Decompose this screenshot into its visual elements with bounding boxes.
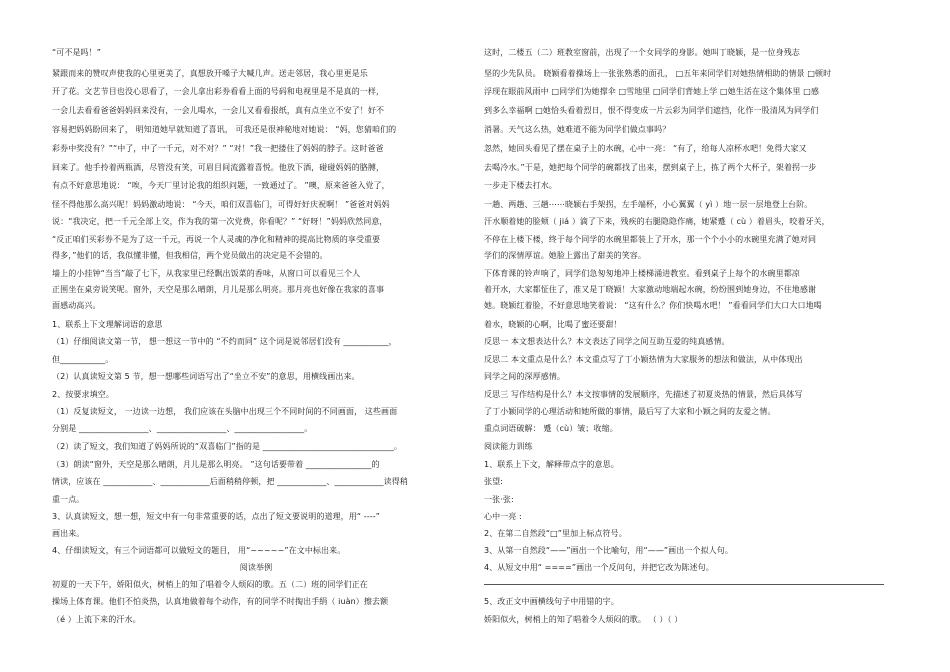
text-line: 一步走下楼去打水。: [484, 181, 557, 190]
text-line: 初夏的一天下午，娇阳似火，树梢上的知了唱着令人烦闷的歌。五（二）班的同学们正在: [52, 580, 368, 589]
text-line: 回来了。他手拎着两瓶酒，尽管没有笑，可眉目间流露着喜悦。他放下酒，碰碰妈妈的胳膊，: [52, 163, 385, 172]
question-heading: 1、联系上下文理解词语的意思: [52, 320, 163, 329]
text-line: 忽然，她回头看见了摆在桌子上的水碗，心中一亮： “有了，给每人凉杯水吧！免得大家又: [484, 144, 807, 153]
text-line: 面感动高兴。: [52, 301, 101, 310]
text-line: 重一点。: [52, 495, 85, 504]
text-line: （2）认真读短文第 5 节，想一想哪些词语写出了“坐立不安”的意思，用横线画出来。: [52, 372, 360, 381]
section-title: 阅读能力训练: [484, 442, 533, 451]
text-line: 得多，”他们的话，我似懂非懂，但我相信，两个党员做出的决定是不会错的。: [52, 251, 328, 260]
text-line: 一会儿去看看爸爸妈妈回来没有，一会儿喝水，一会儿又看看报纸，真有点坐立不安了！好不: [52, 106, 385, 115]
text-line: （3）朗读“窗外，天空是那么晴朗，月儿是那么明亮。 ”这句话要带着 ________________的: [52, 460, 380, 469]
text-line: （1）反复读短文， 一边读一边想， 我们应该在头脑中出现三个不同时间的不同画面， 这些画面: [52, 407, 398, 416]
text-line: 到多么幸福啊 □她恰头看着烈日，恨不得变成一片云彩为同学们遮挡，化作一股清风为同学们: [484, 106, 819, 115]
text-line: 着开水，大家都怔住了，准又是丁晓颖！大家激动地端起水碗，纷纷围到她身边，不住地感谢: [484, 285, 817, 294]
text-line: 开了花。文艺节目也没心思看了，一会儿拿出彩券看看上面的号码和电视里是不是真的一样，: [52, 87, 385, 96]
text-line: 着水，晓颖的心啊，比喝了蜜还要甜！: [484, 320, 622, 329]
text-line: “反正咱们买彩券不是为了这一千元，再说一个人灵魂的净化和精神的提高比物质的享受重要: [52, 235, 381, 244]
question-heading: 2、在第二自然段“□”里加上标点符号。: [484, 529, 627, 538]
question-heading: 5、改正文中画横线句子中用错的字。: [484, 597, 619, 606]
text-line: 汗水顺着她的脸颊（ jiá ）滴了下来，残疾的右腿隐隐作痛，她紧蹙（ cù ）着眉头，咬着牙关，: [484, 217, 830, 226]
text-line: 正围坐在桌旁说笑呢。窗外，天空是那么晴朗，月儿是那么明亮。那月亮也好像在我家的喜事: [52, 285, 385, 294]
text-line: 浮现在眼前风雨中 □同学们为她撑伞 □雪地里 □同学们背她上学 □她生活在这个集体里 □感: [484, 87, 820, 96]
text-line: “可不是吗！”: [52, 48, 101, 57]
text-line: 紧跟而来的赞叹声使我的心里更美了，真想放开嗓子大喊几声。送走邻居，我心里更是乐: [52, 69, 368, 78]
text-line: 娇阳似火，树梢上的知了唱着令人烦闷的歌。 （ ）（ ）: [484, 615, 683, 624]
answer-rule: [484, 584, 884, 585]
text-line: 分别是 _________________、_________________、_________________。: [52, 424, 313, 433]
text-line: 学们的深情厚谊。她脸上露出了甜美的笑容。: [484, 251, 646, 260]
reflection-line: 了丁小颖同学的心理活动和她所做的事情，最后写了大家和小颖之间的友爱之情。: [484, 407, 776, 416]
text-line: 去喝冷水。”于是，她把每个同学的碗都找了出来，摆到桌子上，拣了两个大杯子，架着拐一步: [484, 163, 817, 172]
text-line: 但___________。: [52, 355, 114, 364]
text-line: （2）读了短文，我们知道了妈妈所说的“双喜临门”指的是 ________________________________。: [52, 442, 403, 451]
keyword-line: 重点词语破解： 蹙（cù）皱；收缩。: [484, 424, 618, 433]
text-line: 情读，应该在 ____________、____________后面稍稍停顿，把 ____________、____________读得稍: [52, 477, 408, 486]
text-line: 墙上的小挂钟“当当”敲了七下，从我家里已经飘出饭菜的香味，从窗口可以看见三个人: [52, 269, 361, 278]
text-line: （1）仔细阅读文第一节， 想一想这一节中的 “不约而同” 这个词是说邻居们没有 ___________，: [52, 337, 397, 346]
question-heading: 1、联系上下文，解释带点字的意思。: [484, 460, 619, 469]
text-line: 她。晓颖红着脸，不好意思地笑着说： “这有什么？你们快喝水吧！ ”看看同学们大口大口地喝: [484, 301, 822, 310]
text-line: 不停在上楼下楼，终于每个同学的水碗里都装上了开水，那一个个小小的水碗里充满了她对同: [484, 235, 817, 244]
answer-line: 心中一亮 :: [484, 512, 522, 521]
question-heading: 4、仔细读短文，有三个词语都可以做短文的题目， 用“~~~~~”在文中标出来。: [52, 546, 346, 555]
reflection-line: 反思二 本文重点是什么？本文重点写了丁小颖热情为大家服务的想法和做法，从中体现出: [484, 355, 803, 364]
text-line: 坚的少先队员。 晓颖看着操场上一张张熟悉的面孔， □五年来同学们对她热情相助的情景 □顿时: [484, 69, 832, 78]
question-heading: 4、从短文中用“ ====”画出一个反问句，并把它改为陈述句。: [484, 563, 714, 572]
text-line: 下体育课的铃声响了，同学们急匆匆地冲上楼梯涌进教室。看到桌子上每个的水碗里都凉: [484, 269, 800, 278]
text-line: （é ）上流下来的汗水。: [52, 615, 141, 624]
text-line: 画出来。: [52, 529, 85, 538]
section-title: 阅读举例: [239, 563, 273, 572]
text-line: 怪不得他那么高兴呢！妈妈激动地说： “今天，咱们双喜临门，可得好好庆祝啊！ ”爸爸对妈妈: [52, 200, 390, 209]
reflection-line: 同学之间的深厚感情。: [484, 372, 565, 381]
question-heading: 3、认真读短文，想一想，短文中有一句非常重要的话，点出了短文要说明的道理，用“ ----”: [52, 512, 380, 521]
text-line: 一趟、两趟、三趟⋯⋯晓颖右手架拐，左手端杯，小心翼翼（ yì ）地一层一层地登上台阶。: [484, 200, 813, 209]
reflection-line: 反思一 本文想表达什么？本文表达了同学之间互助互爱的纯真感情。: [484, 337, 730, 346]
text-line: 彩券中奖没有？”“中了，中了一千元，对不对？” “对！”我一把搂住了妈妈的脖子。这时爸爸: [52, 144, 384, 153]
text-line: 这时，二楼五（二）班教室窗前，出现了一个女同学的身影。她叫丁晓颖，是一位身残志: [484, 48, 800, 57]
answer-line: 一张·张:: [484, 495, 514, 504]
text-line: 容易把妈妈盼回来了， 明知道她早就知道了喜讯， 可我还是很神秘地对她说： “妈，您猜咱们的: [52, 125, 397, 134]
text-line: 说：“我决定，把一千元全部上交，作为我的第一次党费，你看呢？” “好呀！”妈妈欣然同意，: [52, 217, 388, 226]
answer-line: 张望:: [484, 477, 503, 486]
text-line: 有点不好意思地说： “唉，今天厂里讨论我的组织问题，一致通过了。 ”噢，原来爸爸入党了，: [52, 181, 390, 190]
text-line: 操场上体育课。他们不怕炎热，认真地做着每个动作，有的同学不时掏出手绢（ iuàn）擦去额: [52, 597, 389, 606]
question-heading: 2、按要求填空。: [52, 390, 114, 399]
question-heading: 3、从第一自然段“——”画出一个比喻句，用“——”画出一个拟人句。: [484, 546, 733, 555]
reflection-line: 反思三 写作结构是什么？本文按事情的发展顺序，先描述了初夏炎热的情景，然后具体写: [484, 390, 803, 399]
text-line: 消暑。天气这么热，她难道不能为同学们做点事吗？: [484, 125, 671, 134]
